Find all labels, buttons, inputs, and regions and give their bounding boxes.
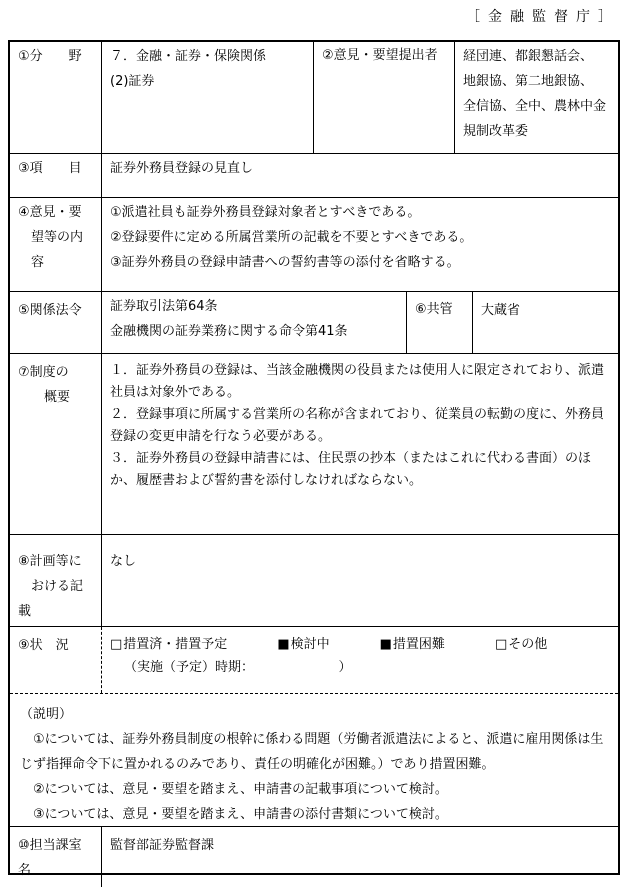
field-value xyxy=(102,42,314,153)
system-item: ３．証券外務員の登録申請書には、住民票の抄本（またはこれに代わる書面）のほか、履歴書および誓約書を添付しなければならない。 xyxy=(110,451,592,488)
field-line-2: (2)証券 xyxy=(110,74,155,89)
status-option xyxy=(277,637,329,652)
item-value: 証券外務員登録の見直し xyxy=(110,161,254,176)
status-option-label: 検討中 xyxy=(290,637,330,652)
opinion-label-line: 容 xyxy=(18,255,45,270)
opinion-items xyxy=(102,198,618,291)
laws-value xyxy=(102,292,407,353)
submitters-line: 地銀協、第二地銀協、 xyxy=(463,74,594,89)
department-value: 監督部証券監督課 xyxy=(110,838,215,853)
system-item: ２．登録事項に所属する営業所の名称が含まれており、従業員の転勤の度に、外務員登録の変更申請を行なう必要がある。 xyxy=(110,407,605,444)
system-item: １．証券外務員の登録は、当該金融機関の役員または使用人に限定されており、派遣社員は対象外である。 xyxy=(110,363,605,400)
submitters-label: ②意見・要望提出者 xyxy=(314,42,455,153)
opinion-item: ③証券外務員の登録申請書への誓約書等の添付を省略する。 xyxy=(110,255,460,270)
implementation-period: （実施（予定）時期： ） xyxy=(124,660,352,675)
checkbox-checked-icon: ■ xyxy=(379,637,392,652)
status-value xyxy=(102,627,618,693)
row-related-laws xyxy=(10,292,618,354)
row-system-overview xyxy=(10,354,618,535)
submitters-line: 全信協、全中、農林中金 xyxy=(463,99,607,114)
opinion-label-line: 望等の内 xyxy=(18,230,84,245)
plan-label xyxy=(10,535,102,626)
row-department xyxy=(10,827,618,887)
checkbox-unchecked-icon: □ xyxy=(110,637,123,652)
row-item xyxy=(10,154,618,198)
explanation-paragraph: ①については、証券外務員制度の根幹に係わる問題（労働者派遣法によると、派遣に雇用関係は生じず指揮命令下に置かれるのみであり、責任の明確化が困難。）であり措置困難。 xyxy=(20,732,604,772)
row-field-and-submitters xyxy=(10,42,618,154)
plan-label-line: おける記載 xyxy=(18,579,84,619)
plan-value: なし xyxy=(110,554,137,569)
plan-label-line: ⑧計画等に xyxy=(18,554,82,569)
submitters-line: 規制改革委 xyxy=(463,124,529,139)
opinion-item: ①派遣社員も証券外務員登録対象者とすべきである。 xyxy=(110,205,421,220)
field-label: ①分 野 xyxy=(10,42,102,153)
system-items xyxy=(102,354,618,534)
opinion-item: ②登録要件に定める所属営業所の記載を不要とすべきである。 xyxy=(110,230,473,245)
status-options xyxy=(110,633,610,656)
status-label: ⑨状 況 xyxy=(10,627,102,693)
status-option xyxy=(380,637,445,652)
field-line-1: ７．金融・証券・保険関係 xyxy=(110,49,267,64)
review-sheet-table xyxy=(8,40,620,878)
agency-header: ［金融監督庁］ xyxy=(466,9,620,25)
explanation-block xyxy=(10,694,618,826)
status-option-label: 措置困難 xyxy=(392,637,445,652)
item-label: ③項 目 xyxy=(10,154,102,197)
row-plan-mention xyxy=(10,535,618,627)
opinion-label xyxy=(10,198,102,291)
system-label xyxy=(10,354,102,534)
checkbox-unchecked-icon: □ xyxy=(494,637,508,652)
status-option xyxy=(110,637,227,652)
status-option-label: 措置済・措置予定 xyxy=(123,637,228,652)
explanation-paragraph: ②については、意見・要望を踏まえ、申請書の記載事項について検討。 xyxy=(20,782,448,797)
explanation-paragraph: ③については、意見・要望を踏まえ、申請書の添付書類について検討。 xyxy=(20,807,448,822)
checkbox-checked-icon: ■ xyxy=(277,637,290,652)
law-line: 金融機関の証券業務に関する命令第41条 xyxy=(110,324,348,339)
status-option xyxy=(495,637,547,652)
explanation-title: （説明） xyxy=(20,707,73,722)
law-line: 証券取引法第64条 xyxy=(110,299,218,314)
status-option-label: その他 xyxy=(508,637,548,652)
submitters-line: 経団連、都銀懇話会、 xyxy=(463,49,594,64)
joint-jurisdiction-value: 大蔵省 xyxy=(481,303,521,318)
row-status xyxy=(10,627,618,694)
department-label: ⑩担当課室名 xyxy=(10,827,102,887)
system-label-line: ⑦制度の xyxy=(18,365,69,380)
laws-label: ⑤関係法令 xyxy=(10,292,102,353)
system-label-line: 概要 xyxy=(18,390,71,405)
submitters-value xyxy=(455,42,618,153)
opinion-label-line: ④意見・要 xyxy=(18,205,82,220)
row-opinion-content xyxy=(10,198,618,292)
joint-jurisdiction-label: ⑥共管 xyxy=(407,292,473,353)
row-explanation xyxy=(10,694,618,827)
